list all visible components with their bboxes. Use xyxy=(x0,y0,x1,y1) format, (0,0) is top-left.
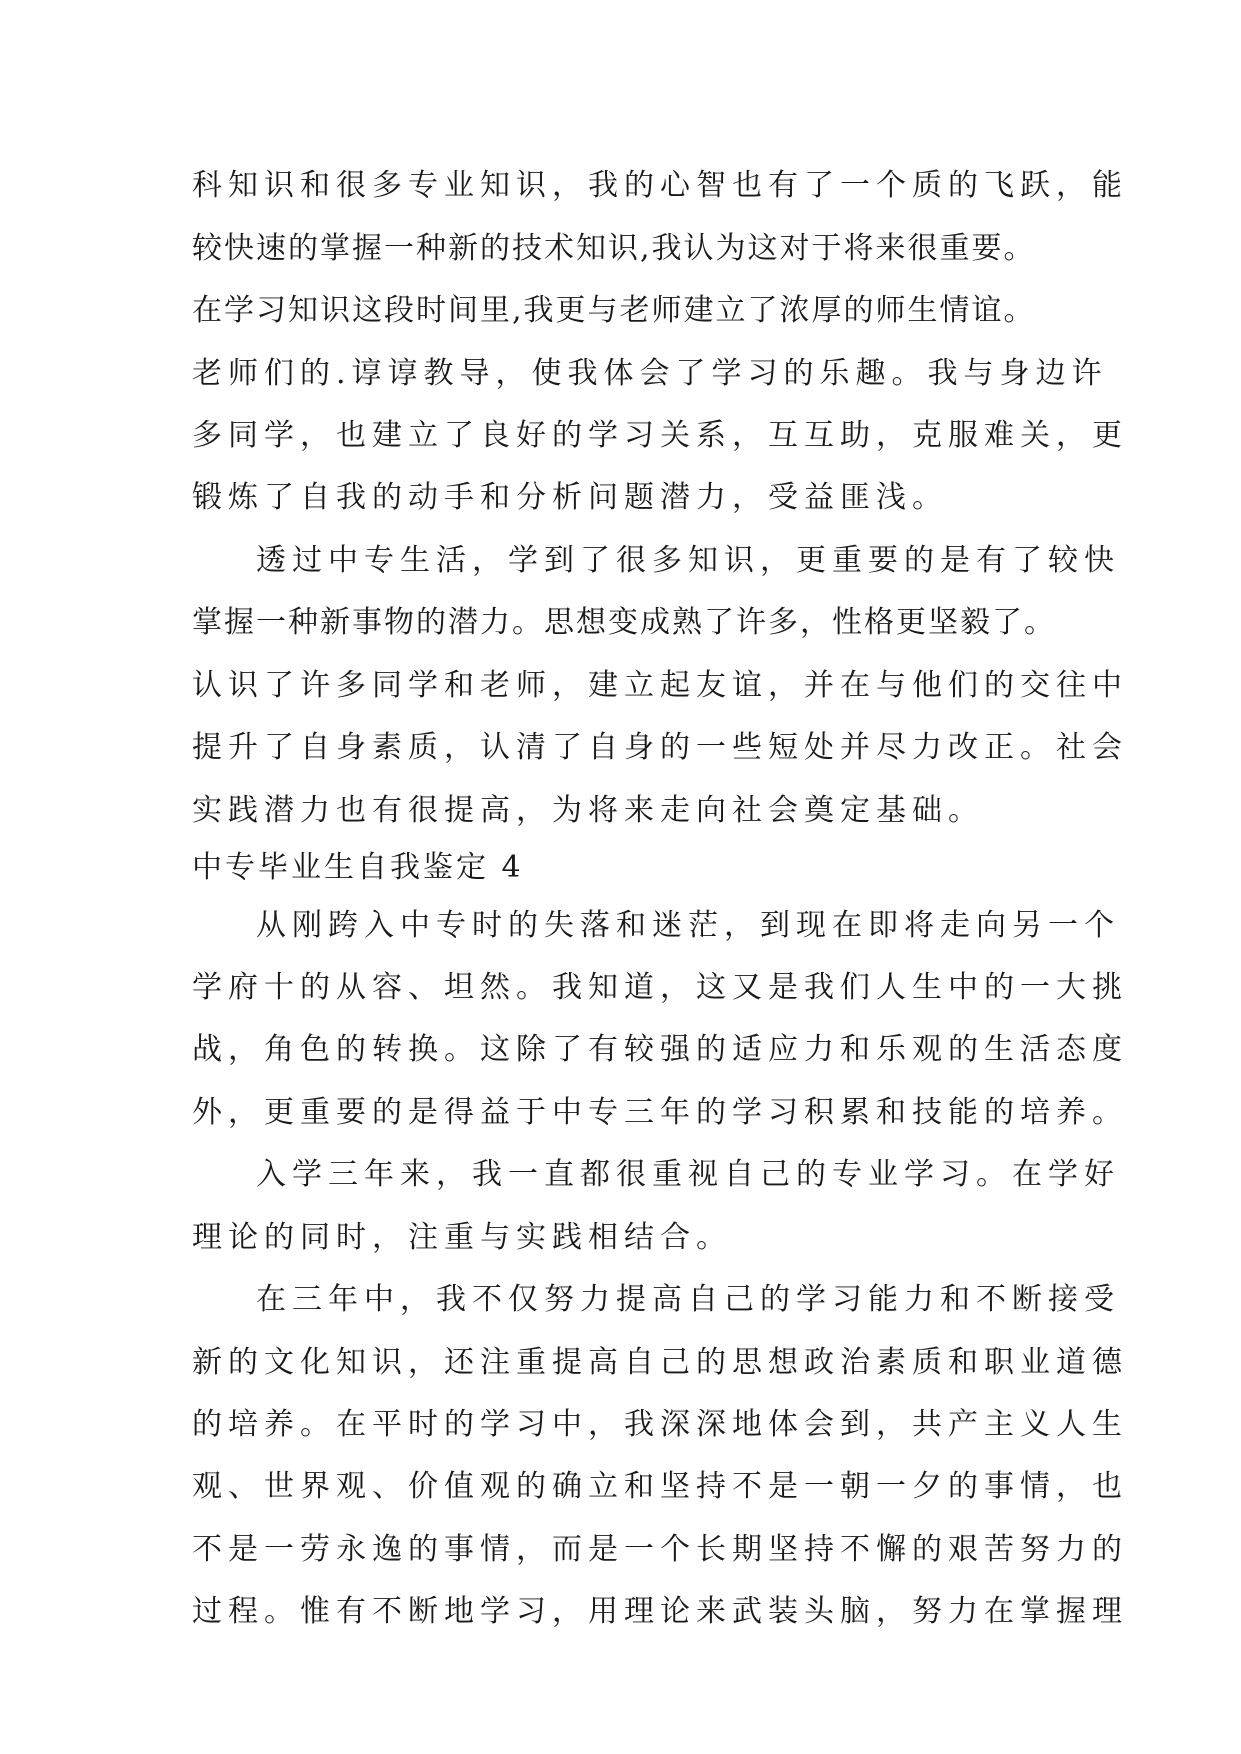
text-line: 不是一劳永逸的事情，而是一个长期坚持不懈的艰苦努力的 xyxy=(192,1532,1128,1567)
paragraph-start: 从刚跨入中专时的失落和迷茫，到现在即将走向另一个 xyxy=(256,908,1120,943)
text-line: 观、世界观、价值观的确立和坚持不是一朝一夕的事情，也 xyxy=(192,1469,1128,1504)
paragraph-start: 在三年中，我不仅努力提高自己的学习能力和不断接受 xyxy=(256,1282,1120,1317)
text-line: 掌握一种新事物的潜力。思想变成熟了许多，性格更坚毅了。 xyxy=(192,605,1056,640)
text-line: 战，角色的转换。这除了有较强的适应力和乐观的生活态度 xyxy=(192,1032,1128,1067)
text-line: 的培养。在平时的学习中，我深深地体会到，共产主义人生 xyxy=(192,1407,1128,1442)
paragraph-start: 透过中专生活，学到了很多知识，更重要的是有了较快 xyxy=(256,543,1120,578)
text-line: 锻炼了自我的动手和分析问题潜力，受益匪浅。 xyxy=(192,480,948,515)
text-line: 认识了许多同学和老师，建立起友谊，并在与他们的交往中 xyxy=(192,668,1128,703)
text-line: 较快速的掌握一种新的技术知识,我认为这对于将来很重要。 xyxy=(192,231,1036,266)
section-heading: 中专毕业生自我鉴定 4 xyxy=(192,850,524,885)
text-line: 过程。惟有不断地学习，用理论来武装头脑，努力在掌握理 xyxy=(192,1594,1128,1629)
text-line: 老师们的.谆谆教导，使我体会了学习的乐趣。我与身边许 xyxy=(192,356,1108,391)
text-line: 理论的同时，注重与实践相结合。 xyxy=(192,1220,732,1255)
text-line: 提升了自身素质，认清了自身的一些短处并尽力改正。社会 xyxy=(192,730,1128,765)
text-line: 外，更重要的是得益于中专三年的学习积累和技能的培养。 xyxy=(192,1095,1128,1130)
text-line: 学府十的从容、坦然。我知道，这又是我们人生中的一大挑 xyxy=(192,970,1128,1005)
text-line: 新的文化知识，还注重提高自己的思想政治素质和职业道德 xyxy=(192,1345,1128,1380)
text-line: 多同学，也建立了良好的学习关系，互互助，克服难关，更 xyxy=(192,418,1128,453)
paragraph-start: 入学三年来，我一直都很重视自己的专业学习。在学好 xyxy=(256,1157,1120,1192)
text-line: 实践潜力也有很提高，为将来走向社会奠定基础。 xyxy=(192,793,984,828)
text-line: 科知识和很多专业知识，我的心智也有了一个质的飞跃，能 xyxy=(192,168,1128,203)
text-line: 在学习知识这段时间里,我更与老师建立了浓厚的师生情谊。 xyxy=(192,293,1036,328)
